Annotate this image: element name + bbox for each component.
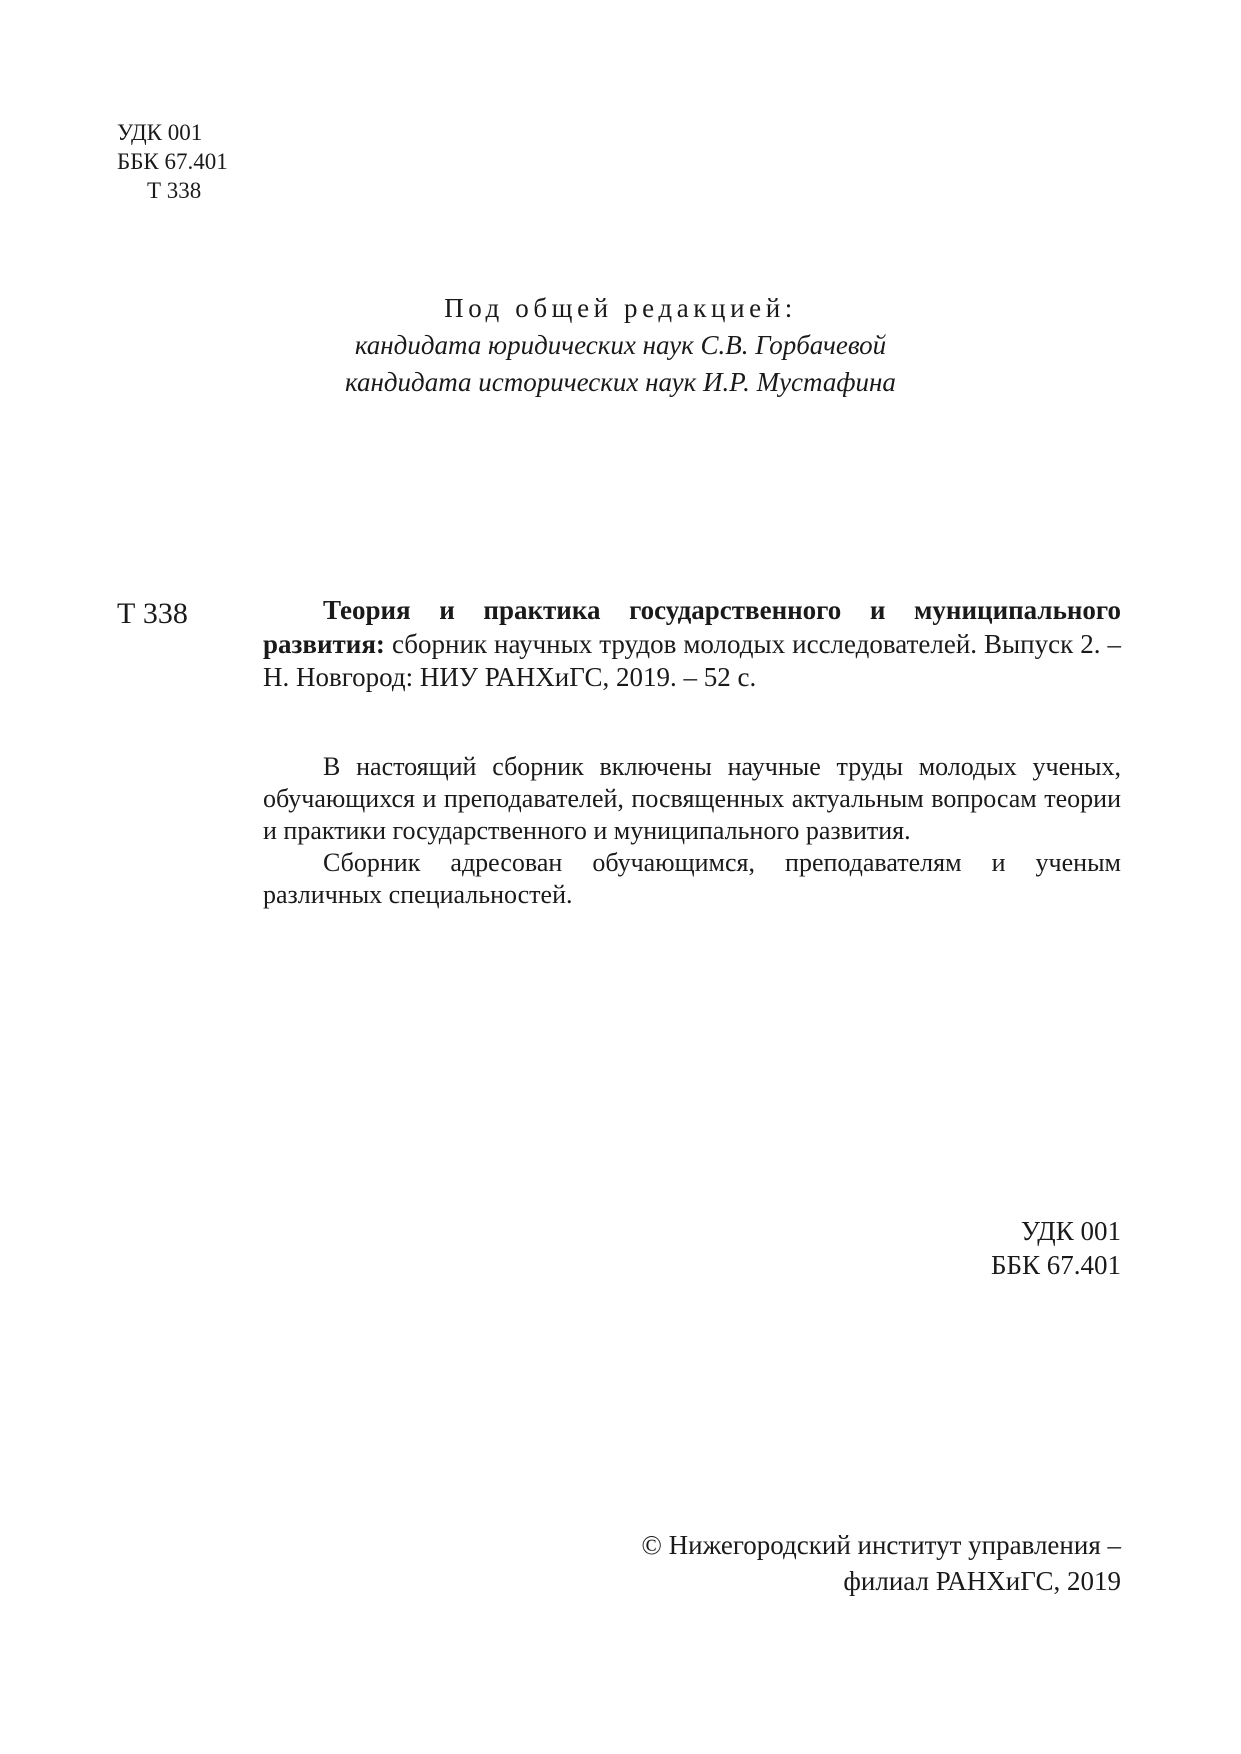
editors-heading: Под общей редакцией: — [444, 293, 797, 323]
book-title: Теория и практика государственного и муниципального развития: — [263, 595, 1121, 659]
abstract — [263, 751, 1121, 911]
udk-code: УДК 001 — [117, 120, 203, 145]
copyright-notice — [641, 1527, 1121, 1599]
catalog-cipher: Т 338 — [117, 597, 188, 630]
copyright-line-1: © Нижегородский институт управления – — [641, 1530, 1121, 1560]
bbk-code-bottom: ББК 67.401 — [990, 1250, 1121, 1280]
bibliographic-text — [263, 594, 1121, 695]
classification-codes-top — [117, 118, 228, 205]
editor-2: кандидата исторических наук И.Р. Мустафина — [345, 367, 896, 397]
copyright-line-2: филиал РАНХиГС, 2019 — [843, 1566, 1121, 1596]
book-description: сборник научных трудов молодых исследователей. Выпуск 2. – Н. Новгород: НИУ РАНХиГС, 2019. – 52 с. — [263, 628, 1122, 692]
bibliographic-record — [263, 594, 1121, 695]
classification-codes-bottom — [991, 1214, 1121, 1282]
author-cipher: Т 338 — [147, 178, 202, 203]
editor-1: кандидата юридических наук С.В. Горбачевой — [354, 330, 887, 360]
bbk-code: ББК 67.401 — [117, 149, 228, 174]
abstract-paragraph-1: В настоящий сборник включены научные труды молодых ученых, обучающихся и преподавателей, посвященных актуальным вопросам теории и практики государственного и муниципального развития. — [263, 752, 1121, 845]
abstract-paragraph-2: Сборник адресован обучающимся, преподавателям и ученым различных специальностей. — [263, 848, 1121, 909]
editorial-block — [200, 290, 1041, 401]
udk-code-bottom: УДК 001 — [1020, 1216, 1121, 1246]
